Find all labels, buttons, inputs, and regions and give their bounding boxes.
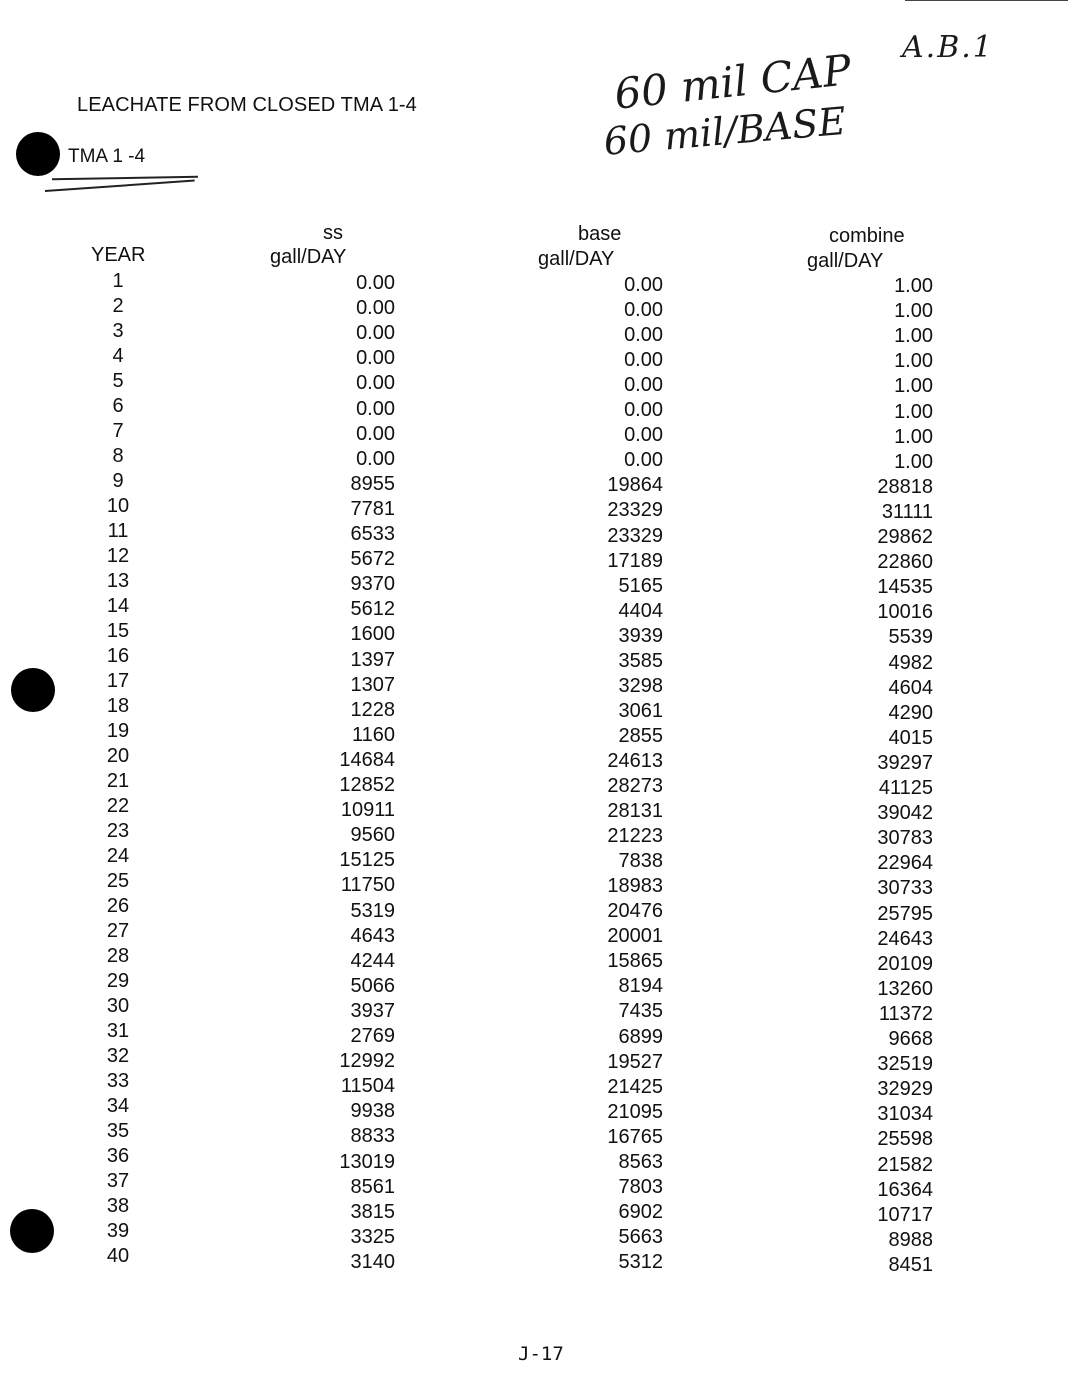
cell-ss: 0.00 [356,422,395,445]
header-year: YEAR [91,244,146,266]
cell-ss: 5612 [350,598,395,621]
cell-ss: 14684 [339,748,395,771]
cell-year: 31 [106,1020,130,1042]
cell-ss: 0.00 [356,297,395,320]
cell-base: 0.00 [624,349,663,372]
cell-year: 7 [112,420,124,442]
cell-base: 23329 [607,524,663,547]
cell-year: 18 [106,695,130,717]
cell-year: 36 [106,1145,130,1167]
cell-base: 3585 [618,649,663,672]
cell-ss: 9938 [350,1100,395,1123]
cell-year: 23 [106,820,130,842]
cell-combine: 4982 [888,651,933,674]
cell-base: 8563 [618,1150,663,1173]
cell-year: 6 [112,395,124,417]
cell-base: 7435 [618,1000,663,1023]
cell-year: 19 [106,720,130,742]
cell-ss: 5066 [350,974,395,997]
cell-combine: 4604 [888,676,933,699]
cell-base: 3061 [618,699,663,722]
cell-combine: 9668 [888,1028,933,1050]
handwritten-tag: A.B.1 [902,30,994,65]
cell-ss: 9560 [350,824,395,847]
cell-combine: 1.00 [894,375,933,398]
cell-combine: 8988 [888,1228,933,1251]
cell-year: 25 [106,870,130,892]
cell-ss: 1160 [351,723,395,746]
cell-year: 16 [106,645,130,667]
cell-combine: 22860 [877,551,933,574]
cell-base: 0.00 [624,424,663,447]
cell-base: 28273 [607,775,663,797]
cell-base: 0.00 [624,324,663,347]
cell-base: 7838 [618,850,663,873]
cell-year: 22 [106,795,130,817]
cell-combine: 1.00 [894,350,933,373]
cell-base: 3939 [618,624,663,647]
cell-base: 19864 [607,474,663,497]
cell-combine: 21582 [877,1153,933,1176]
cell-year: 32 [106,1045,130,1067]
cell-combine: 4290 [888,701,933,724]
cell-base: 5312 [618,1250,663,1273]
cell-ss: 1307 [350,673,395,696]
cell-year: 4 [112,345,124,367]
underline-stroke [45,180,195,192]
cell-ss: 12852 [339,774,395,796]
cell-ss: 0.00 [356,347,395,370]
cell-base: 0.00 [624,299,663,322]
cell-base: 0.00 [624,399,663,422]
cell-combine: 14535 [877,576,933,599]
scan-edge-line [905,0,1068,1]
cell-combine: 8451 [888,1253,933,1276]
cell-ss: 5672 [350,548,395,571]
cell-combine: 24643 [877,927,933,950]
cell-year: 38 [106,1195,130,1217]
cell-year: 21 [106,770,130,792]
cell-combine: 13260 [877,977,933,1000]
cell-ss: 6533 [350,523,395,545]
cell-base: 18983 [607,875,663,898]
cell-base: 0.00 [624,374,663,397]
header-ss: ss [323,222,343,244]
cell-base: 21223 [607,825,663,848]
cell-combine: 4015 [888,726,933,749]
cell-ss: 3937 [350,999,395,1022]
handwritten-note-cap: 60 mil CAP [612,45,854,119]
cell-combine: 16364 [877,1178,933,1201]
cell-ss: 3140 [350,1250,395,1273]
punch-hole [10,1209,54,1253]
cell-ss: 1397 [350,648,395,671]
cell-ss: 0.00 [356,272,395,294]
cell-ss: 0.00 [356,322,395,345]
cell-ss: 12992 [339,1050,395,1073]
cell-combine: 1.00 [894,400,933,423]
cell-ss: 5319 [350,899,395,922]
cell-combine: 1.00 [894,450,933,473]
page-title: LEACHATE FROM CLOSED TMA 1-4 [77,94,417,116]
cell-year: 2 [112,295,124,317]
cell-year: 40 [106,1245,130,1267]
cell-base: 0.00 [624,274,663,296]
cell-year: 15 [106,620,130,642]
cell-base: 20476 [607,900,663,923]
cell-base: 15865 [607,950,663,973]
header-ss-unit: gall/DAY [270,246,347,268]
cell-year: 17 [106,670,130,692]
cell-base: 6902 [618,1200,663,1223]
cell-year: 11 [107,520,129,542]
cell-combine: 30733 [877,877,933,900]
cell-year: 26 [106,895,130,917]
cell-base: 8194 [618,975,663,998]
cell-base: 0.00 [624,449,663,472]
cell-year: 35 [106,1120,130,1142]
cell-combine: 1.00 [894,275,933,297]
underline-stroke [52,176,198,181]
cell-combine: 20109 [877,952,933,975]
cell-ss: 8561 [350,1175,395,1198]
cell-base: 20001 [607,925,663,948]
cell-base: 4404 [618,599,663,622]
cell-base: 28131 [607,800,663,823]
cell-ss: 1228 [350,698,395,721]
cell-ss: 11504 [340,1075,395,1098]
cell-combine: 32519 [877,1053,933,1076]
cell-year: 3 [112,320,124,342]
cell-base: 17189 [607,549,663,572]
cell-ss: 3325 [350,1225,395,1248]
header-base-unit: gall/DAY [538,248,615,270]
cell-ss: 11750 [340,874,395,897]
cell-combine: 29862 [877,526,933,548]
cell-base: 2855 [618,724,663,747]
cell-combine: 25598 [877,1128,933,1151]
cell-year: 9 [112,470,124,492]
cell-combine: 10016 [877,601,933,624]
cell-base: 5165 [618,574,663,597]
cell-year: 29 [106,970,130,992]
page-number: J-17 [518,1343,564,1365]
cell-base: 6899 [618,1025,663,1048]
cell-combine: 30783 [877,827,933,850]
header-combine: combine [829,225,905,247]
cell-ss: 7781 [350,497,395,520]
cell-year: 20 [106,745,130,767]
cell-base: 21095 [607,1100,663,1123]
cell-base: 23329 [607,499,663,522]
cell-ss: 10911 [340,799,395,822]
cell-combine: 1.00 [894,300,933,323]
cell-combine: 25795 [877,902,933,925]
cell-combine: 10717 [877,1203,933,1226]
cell-combine: 5539 [888,626,933,649]
cell-base: 24613 [607,749,663,772]
cell-year: 39 [106,1220,130,1242]
cell-year: 37 [106,1170,130,1192]
cell-combine: 1.00 [894,425,933,448]
cell-year: 1 [112,270,124,292]
cell-year: 12 [106,545,130,567]
cell-year: 10 [106,495,130,517]
cell-combine: 39042 [877,802,933,825]
cell-ss: 4643 [350,924,395,947]
cell-year: 30 [106,995,130,1017]
cell-combine: 41125 [878,777,933,799]
cell-combine: 28818 [877,475,933,498]
cell-year: 33 [106,1070,130,1092]
cell-year: 14 [106,595,130,617]
cell-combine: 31034 [877,1103,933,1126]
cell-ss: 3815 [350,1200,395,1223]
cell-combine: 39297 [877,751,933,774]
cell-ss: 9370 [350,573,395,596]
punch-hole [16,132,60,176]
cell-ss: 15125 [339,849,395,872]
cell-year: 8 [112,445,124,467]
cell-combine: 31111 [881,500,933,523]
cell-base: 3298 [618,674,663,697]
cell-combine: 1.00 [894,325,933,348]
cell-base: 7803 [618,1175,663,1198]
cell-combine: 32929 [877,1078,933,1101]
cell-year: 28 [106,945,130,967]
cell-ss: 13019 [339,1150,395,1173]
cell-year: 27 [106,920,130,942]
cell-year: 34 [106,1095,130,1117]
cell-ss: 1600 [350,623,395,646]
header-base: base [578,223,622,245]
cell-ss: 0.00 [356,397,395,420]
cell-ss: 2769 [350,1025,395,1047]
cell-ss: 0.00 [356,372,395,395]
cell-ss: 8955 [350,472,395,495]
cell-base: 21425 [607,1075,663,1098]
cell-combine: 11372 [878,1002,933,1025]
cell-base: 19527 [607,1050,663,1073]
cell-ss: 4244 [350,949,395,972]
cell-base: 16765 [607,1125,663,1148]
handwritten-note-base: 60 mil/BASE [602,98,848,164]
cell-combine: 22964 [877,852,933,875]
cell-ss: 0.00 [356,447,395,470]
cell-year: 24 [106,845,130,867]
cell-year: 13 [106,570,130,592]
cell-ss: 8833 [350,1125,395,1148]
subtitle: TMA 1 -4 [68,146,146,167]
cell-base: 5663 [618,1225,663,1248]
header-combine-unit: gall/DAY [807,250,884,272]
punch-hole [11,668,55,712]
cell-year: 5 [112,370,124,392]
